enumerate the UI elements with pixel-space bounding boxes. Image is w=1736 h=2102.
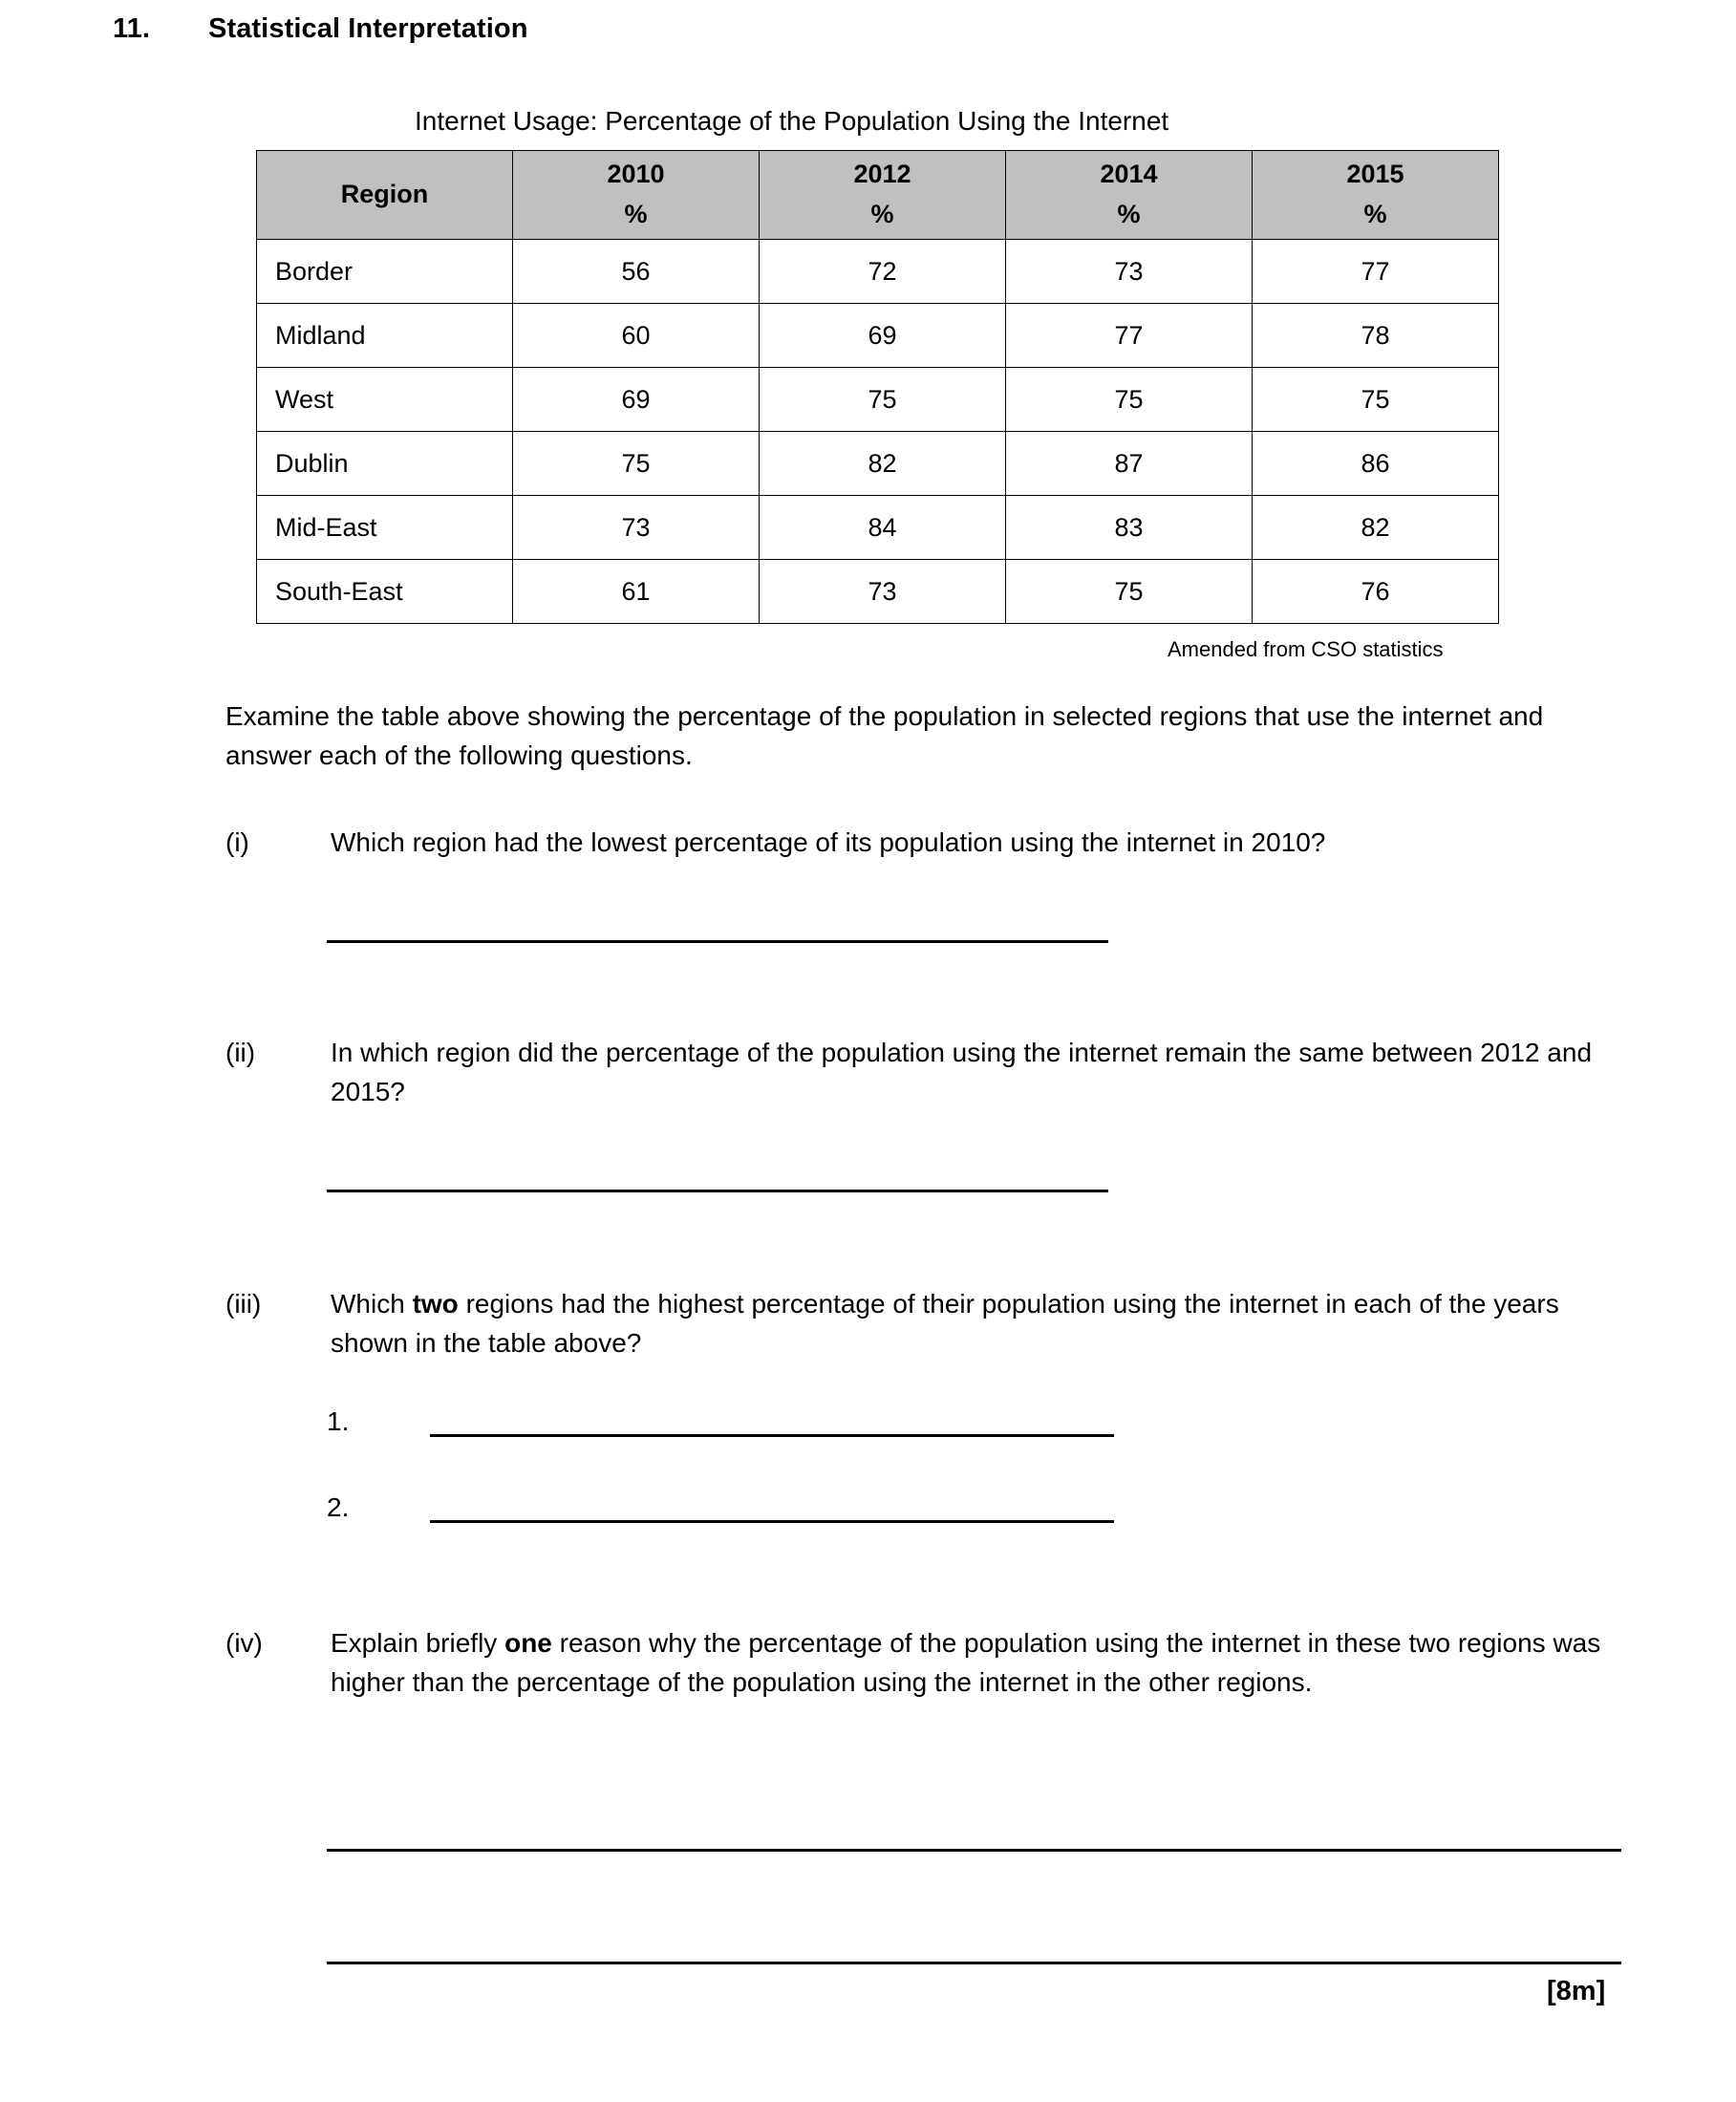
- column-header-2012-unit: %: [870, 200, 894, 228]
- cell-2015: 78: [1253, 304, 1499, 368]
- answer-slot-1-label: 1.: [327, 1406, 350, 1436]
- cell-2014: 83: [1006, 496, 1253, 560]
- part-text-iii-after: regions had the highest percentage of their population using the internet in each of the years shown in the table above?: [331, 1289, 1559, 1358]
- question-part-i: [225, 824, 1601, 863]
- cell-2014: 77: [1006, 304, 1253, 368]
- cell-2012: 73: [760, 560, 1006, 624]
- question-part-iv: [225, 1624, 1601, 1703]
- cell-region: Mid-East: [257, 496, 513, 560]
- part-text-iv-emphasis: one: [504, 1628, 552, 1658]
- column-header-2014-unit: %: [1117, 200, 1141, 228]
- answer-slot-1: [327, 1406, 1378, 1437]
- cell-2015: 86: [1253, 432, 1499, 496]
- cell-region: Midland: [257, 304, 513, 368]
- column-header-2010-unit: %: [624, 200, 648, 228]
- cell-2010: 69: [513, 368, 760, 432]
- part-text-i: Which region had the lowest percentage of its population using the internet in 2010?: [331, 827, 1326, 857]
- answer-slot-2: [327, 1492, 1378, 1523]
- question-part-iii: [225, 1285, 1601, 1363]
- answer-line-i[interactable]: [327, 940, 1108, 943]
- column-header-2014: [1006, 151, 1253, 240]
- answer-line-iii-1[interactable]: [430, 1409, 1114, 1437]
- table-source-note: Amended from CSO statistics: [1168, 637, 1444, 661]
- column-header-2015-year: 2015: [1346, 160, 1404, 189]
- question-number: 11.: [113, 13, 151, 44]
- cell-2010: 61: [513, 560, 760, 624]
- part-text-iv-after: reason why the percentage of the population using the internet in these two regions was higher than the percentage of the population using the internet in the other regions.: [331, 1628, 1601, 1697]
- question-title: Statistical Interpretation: [208, 13, 528, 44]
- cell-2014: 87: [1006, 432, 1253, 496]
- part-label-i: (i): [225, 827, 249, 857]
- column-header-2012: [760, 151, 1006, 240]
- table-row: [257, 496, 1499, 560]
- column-header-2015: [1253, 151, 1499, 240]
- part-text-iii: [331, 1285, 1601, 1363]
- cell-2014: 75: [1006, 560, 1253, 624]
- cell-region: Border: [257, 240, 513, 304]
- part-label-ii: (ii): [225, 1038, 256, 1067]
- table-row: [257, 240, 1499, 304]
- table-row: [257, 432, 1499, 496]
- cell-2015: 76: [1253, 560, 1499, 624]
- part-text-ii: In which region did the percentage of the population using the internet remain the same between 2012 and 2015?: [331, 1038, 1593, 1106]
- table-row: [257, 304, 1499, 368]
- part-text-iv-before: Explain briefly: [331, 1628, 505, 1658]
- part-label-iii: (iii): [225, 1289, 262, 1319]
- table-row: [257, 368, 1499, 432]
- answer-line-iv-1[interactable]: [327, 1849, 1621, 1852]
- part-text-iv: [331, 1624, 1601, 1703]
- cell-2015: 82: [1253, 496, 1499, 560]
- part-text-iii-before: Which: [331, 1289, 413, 1319]
- column-header-2014-year: 2014: [1100, 160, 1158, 189]
- answer-line-iv-2[interactable]: [327, 1962, 1621, 1964]
- table-header-row: [257, 151, 1499, 240]
- column-header-2010: [513, 151, 760, 240]
- cell-2015: 77: [1253, 240, 1499, 304]
- cell-2010: 60: [513, 304, 760, 368]
- answer-line-iii-2[interactable]: [430, 1495, 1114, 1523]
- cell-2012: 72: [760, 240, 1006, 304]
- cell-2012: 75: [760, 368, 1006, 432]
- column-header-2015-unit: %: [1363, 200, 1387, 228]
- answer-line-ii[interactable]: [327, 1190, 1108, 1192]
- cell-2012: 82: [760, 432, 1006, 496]
- cell-2015: 75: [1253, 368, 1499, 432]
- part-label-iv: (iv): [225, 1628, 263, 1658]
- marks-allocation: [8m]: [1547, 1976, 1606, 2006]
- cell-2012: 69: [760, 304, 1006, 368]
- table-row: [257, 560, 1499, 624]
- cell-2010: 73: [513, 496, 760, 560]
- internet-usage-table: [256, 150, 1499, 624]
- cell-2010: 56: [513, 240, 760, 304]
- column-header-2010-year: 2010: [607, 160, 665, 189]
- cell-2014: 73: [1006, 240, 1253, 304]
- cell-2012: 84: [760, 496, 1006, 560]
- table-caption: Internet Usage: Percentage of the Population Using the Internet: [415, 106, 1169, 136]
- intro-paragraph: Examine the table above showing the percentage of the population in selected regions that use the internet and answer each of the following questions.: [225, 701, 1544, 770]
- cell-region: West: [257, 368, 513, 432]
- column-header-region: [257, 151, 513, 240]
- answer-slot-2-label: 2.: [327, 1492, 350, 1522]
- column-header-region-label: Region: [340, 180, 429, 209]
- cell-2010: 75: [513, 432, 760, 496]
- cell-region: Dublin: [257, 432, 513, 496]
- page-title: [113, 13, 528, 45]
- part-text-iii-emphasis: two: [412, 1289, 459, 1319]
- question-part-ii: [225, 1034, 1601, 1112]
- column-header-2012-year: 2012: [853, 160, 911, 189]
- cell-2014: 75: [1006, 368, 1253, 432]
- cell-region: South-East: [257, 560, 513, 624]
